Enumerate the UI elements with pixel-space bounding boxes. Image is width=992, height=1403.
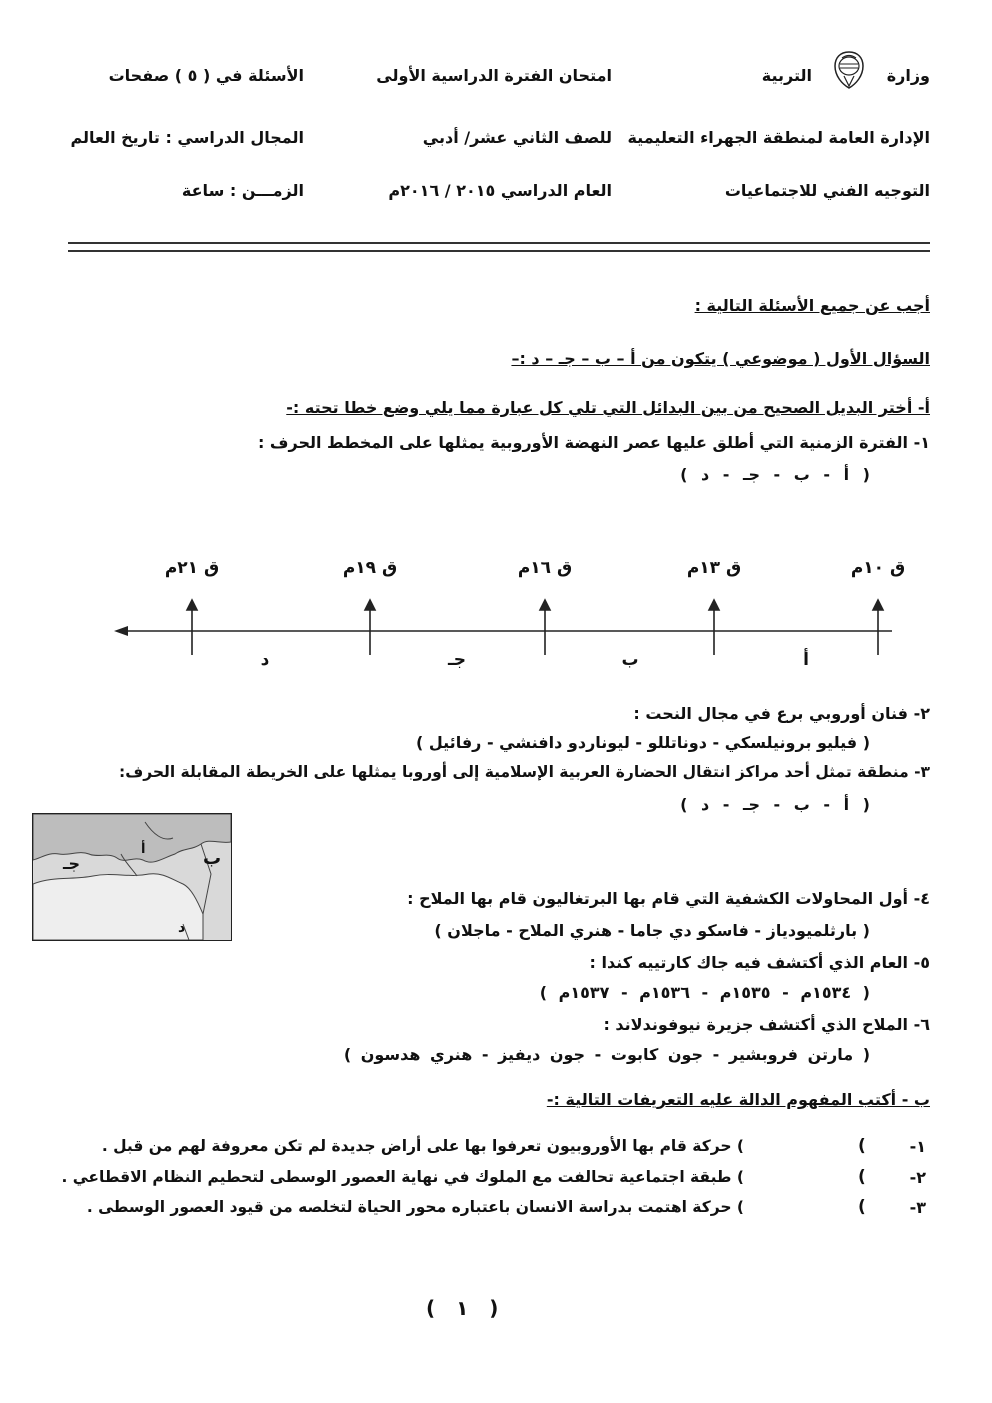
answer-blank-open-paren: ( — [858, 1136, 866, 1156]
question-1-title: السؤال الأول ( موضوعي ) يتكون من أ – ب – جـ – د :– — [511, 349, 930, 368]
question-options: ( أ - ب - جـ - د ) — [680, 465, 870, 484]
ministry-word-1: وزارة — [886, 66, 930, 85]
timeline-segment-letter: د — [260, 650, 270, 670]
timeline-label: ق ١٦م — [517, 558, 573, 578]
answer-blank-open-paren: ( — [858, 1167, 866, 1187]
question-item: ٥- العام الذي أكتشف فيه جاك كارتييه كندا : — [589, 953, 930, 972]
timeline-label: ق ٢١م — [164, 558, 220, 578]
question-options: ( أ - ب - جـ - د ) — [680, 795, 870, 814]
grade: للصف الثاني عشر/ أدبي — [422, 128, 612, 147]
definition-text: ) حركة قام بها الأوروبيون تعرفوا بها على أراض جديدة لم تكن معروفة لهم من قبل . — [101, 1137, 744, 1155]
part-a-title: أ- أختر البديل الصحيح من بين البدائل التي تلي كل عبارة مما يلي وضع خطا تحته :- — [286, 398, 930, 417]
page-number: ( ١ ) — [426, 1296, 499, 1320]
exam-time: الزمـــن : ساعة — [181, 181, 304, 200]
map-letter-jim: جـ — [63, 854, 80, 873]
definition-number: ١- — [909, 1137, 926, 1156]
timeline-label: ق ١٠م — [850, 558, 906, 578]
ministry-word-2: التربية — [761, 66, 812, 85]
directorate: الإدارة العامة لمنطقة الجهراء التعليمية — [627, 128, 930, 147]
question-item: ٢- فنان أوروبي برع في مجال النحت : — [633, 704, 930, 723]
timeline-segment-letter: أ — [803, 650, 809, 670]
question-item: ١- الفترة الزمنية التي أطلق عليها عصر النهضة الأوروبية يمثلها على المخطط الحرف : — [257, 433, 930, 452]
answer-blank-open-paren: ( — [858, 1197, 866, 1217]
question-options: ( ١٥٣٤م - ١٥٣٥م - ١٥٣٦م - ١٥٣٧م ) — [539, 983, 870, 1002]
question-options: ( مارتن فروبشير - جون كابوت - جون ديفيز - هنري هدسون ) — [343, 1045, 870, 1064]
pages-count: الأسئلة في ( ٥ ) صفحات — [108, 66, 304, 85]
timeline-segment-letter: جـ — [447, 650, 467, 670]
part-b-title: ب - أكتب المفهوم الدالة عليه التعريفات التالية :- — [546, 1090, 930, 1109]
timeline-label: ق ١٣م — [686, 558, 742, 578]
map-letter-alef: أ — [141, 842, 146, 857]
kuwait-emblem-icon — [832, 50, 866, 90]
definition-text: ) حركة اهتمت بدراسة الانسان باعتباره محور الحياة لتخلصه من قيود العصور الوسطى . — [86, 1198, 744, 1216]
question-options: ( بارثلميودياز - فاسكو دي جاما - هنري الملاح - ماجلان ) — [434, 921, 870, 940]
question-item: ٦- الملاح الذي أكتشف جزيرة نيوفوندلاند : — [603, 1015, 930, 1034]
timeline-label: ق ١٩م — [342, 558, 398, 578]
definition-number: ٢- — [909, 1168, 926, 1187]
map-letter-ba: ب — [203, 848, 222, 869]
definition-text: ) طبقة اجتماعية تحالفت مع الملوك في نهاية العصور الوسطى لتحطيم النظام الاقطاعي . — [61, 1168, 744, 1186]
instructions: أجب عن جميع الأسئلة التالية : — [694, 296, 930, 315]
header-separator — [68, 242, 930, 252]
timeline-diagram — [0, 550, 992, 690]
map-letter-dal: د — [178, 920, 186, 936]
timeline-axis — [0, 550, 992, 690]
question-item: ٣- منطقة تمثل أحد مراكز انتقال الحضارة العربية الإسلامية إلى أوروبا يمثلها على الخريطة المقابلة الحرف: — [119, 763, 930, 781]
subject: المجال الدراسي : تاريخ العالم — [70, 128, 304, 147]
academic-year: العام الدراسي ٢٠١٥ / ٢٠١٦م — [388, 181, 612, 200]
question-options: ( فيليو برونيلسكي - دوناتللو - ليوناردو دافنشي - رفائيل ) — [415, 733, 870, 752]
mediterranean-map — [32, 813, 232, 941]
supervision: التوجيه الفني للاجتماعيات — [724, 181, 930, 200]
question-item: ٤- أول المحاولات الكشفية التي قام بها البرتغاليون قام بها الملاح : — [407, 889, 930, 908]
exam-title: امتحان الفترة الدراسية الأولى — [376, 66, 612, 85]
timeline-segment-letter: ب — [621, 650, 639, 670]
map-drawing — [33, 814, 231, 940]
definition-number: ٣- — [909, 1198, 926, 1217]
